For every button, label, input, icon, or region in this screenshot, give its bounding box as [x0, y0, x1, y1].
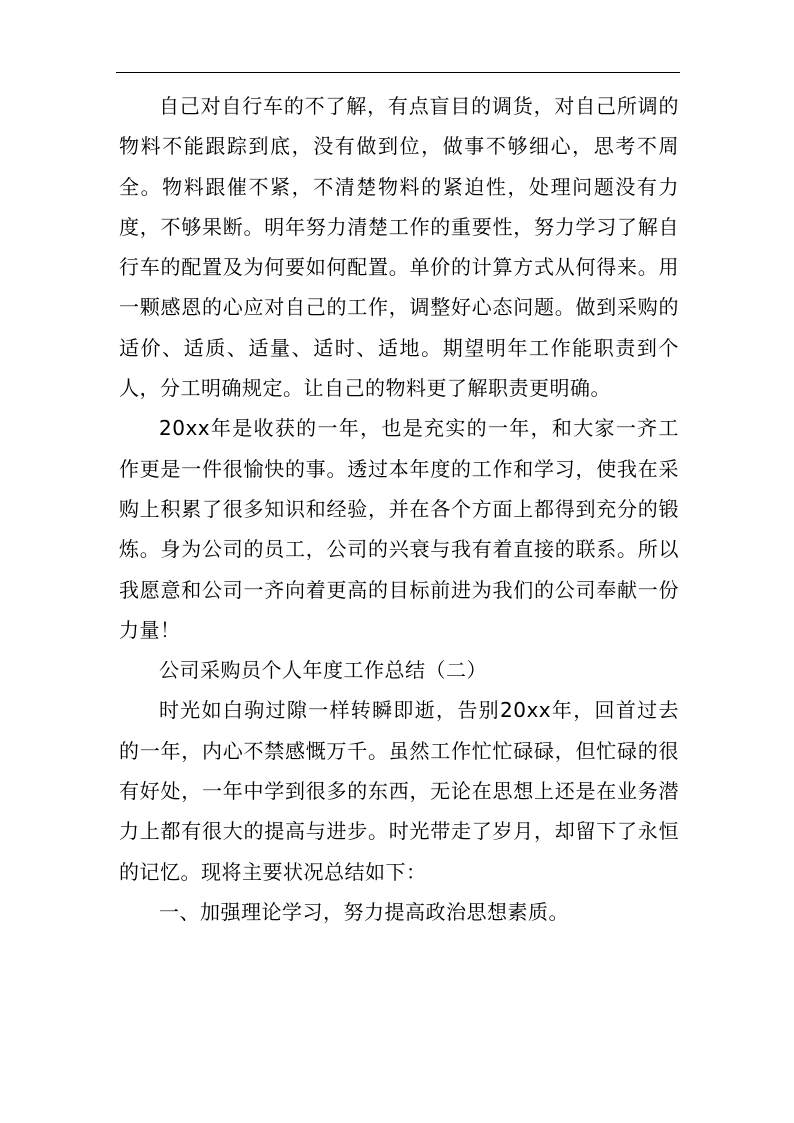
section-title: 公司采购员个人年度工作总结（二）: [159, 658, 487, 683]
paragraph-self-reflection: 自己对自行车的不了解，有点盲目的调货，对自己所调的物料不能跟踪到底，没有做到位，做事不够细心，思考不周全。物料跟催不紧，不清楚物料的紧迫性，处理问题没有力度，不够果断。明年努力清楚工作的重要性，努力学习了解自行车的配置及为何要如何配置。单价的计算方式从何得来。用一颗感恩的心应对自己的工作，调整好心态问题。做到采购的适价、适质、适量、适时、适地。期望明年工作能职责到个人，分工明确规定。让自己的物料更了解职责更明确。: [119, 94, 679, 401]
header-rule: [116, 72, 680, 73]
document-body: [119, 86, 679, 932]
paragraph-intro: 时光如白驹过隙一样转瞬即逝，告别20xx年，回首过去的一年，内心不禁感慨万千。虽然工作忙忙碌碌，但忙碌的很有好处，一年中学到很多的东西，无论在思想上还是在业务潜力上都有很大的提高与进步。时光带走了岁月，却留下了永恒的记忆。现将主要状况总结如下：: [119, 698, 679, 884]
subheading-theory-study: 一、加强理论学习，努力提高政治思想素质。: [159, 899, 569, 924]
paragraph-year-summary: 20xx年是收获的一年，也是充实的一年，和大家一齐工作更是一件很愉快的事。透过本年度的工作和学习，使我在采购上积累了很多知识和经验，并在各个方面上都得到充分的锻炼。身为公司的员工，公司的兴衰与我有着直接的联系。所以我愿意和公司一齐向着更高的目标前进为我们的公司奉献一份力量！: [119, 416, 679, 642]
